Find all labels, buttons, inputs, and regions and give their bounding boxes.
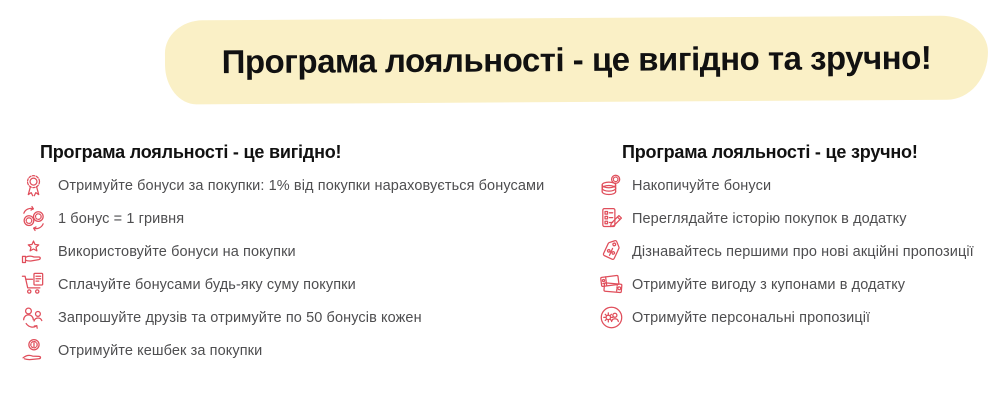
purchase-history-icon xyxy=(598,205,625,232)
benefit-text: Отримуйте персональні пропозиції xyxy=(632,309,871,326)
benefit-item xyxy=(20,301,575,334)
coupons-icon xyxy=(598,271,625,298)
benefit-item xyxy=(598,169,990,202)
cart-receipt-icon xyxy=(20,271,47,298)
benefit-text: Запрошуйте друзів та отримуйте по 50 бонусів кожен xyxy=(58,309,422,326)
coins-stack-icon xyxy=(598,172,625,199)
benefit-item xyxy=(20,268,575,301)
benefit-text: Отримуйте кешбек за покупки xyxy=(58,342,263,359)
benefit-item xyxy=(598,202,990,235)
benefit-text: Дізнавайтесь першими про нові акційні пропозиції xyxy=(632,243,974,260)
benefits-column xyxy=(20,141,575,367)
page-title: Програма лояльності - це вигідно та зручно! xyxy=(221,38,932,81)
benefit-item xyxy=(20,235,575,268)
benefit-text: Переглядайте історію покупок в додатку xyxy=(632,210,907,227)
hand-star-icon xyxy=(20,238,47,265)
benefit-text: Сплачуйте бонусами будь-яку суму покупки xyxy=(58,276,356,293)
benefit-item xyxy=(20,169,575,202)
benefit-text: Використовуйте бонуси на покупки xyxy=(58,243,296,260)
convenience-column-heading: Програма лояльності - це зручно! xyxy=(622,142,918,162)
benefit-text: Отримуйте вигоду з купонами в додатку xyxy=(632,276,906,293)
coins-exchange-icon xyxy=(20,205,47,232)
convenience-list xyxy=(598,169,990,334)
benefits-column-heading: Програма лояльності - це вигідно! xyxy=(40,142,342,162)
award-ribbon-icon xyxy=(20,172,47,199)
benefit-text: Отримуйте бонуси за покупки: 1% від покупки нараховується бонусами xyxy=(58,177,545,194)
benefit-item xyxy=(598,301,990,334)
benefit-text: 1 бонус = 1 гривня xyxy=(58,210,185,227)
benefit-item xyxy=(20,202,575,235)
benefits-list xyxy=(20,169,575,367)
promo-tag-icon xyxy=(598,238,625,265)
convenience-column xyxy=(598,141,990,334)
personal-offers-icon xyxy=(598,304,625,331)
benefit-item xyxy=(598,235,990,268)
title-banner xyxy=(165,15,988,104)
benefit-item xyxy=(20,334,575,367)
invite-friends-icon xyxy=(20,304,47,331)
cashback-hand-icon xyxy=(20,337,47,364)
benefit-item xyxy=(598,268,990,301)
benefit-text: Накопичуйте бонуси xyxy=(632,177,772,194)
